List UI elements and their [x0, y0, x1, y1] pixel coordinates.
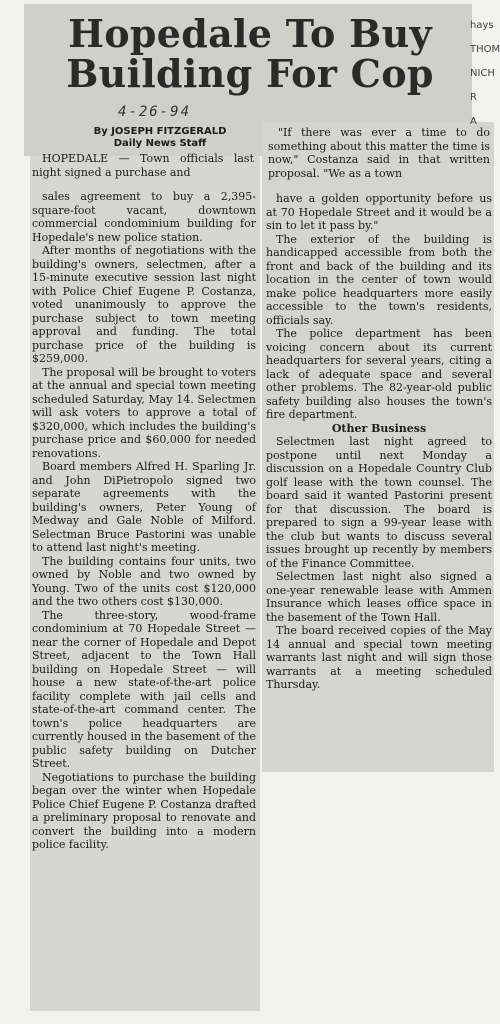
edge-snippet-line: R: [470, 92, 477, 103]
byline-role: Daily News Staff: [113, 138, 207, 149]
edge-snippet-line: hays: [470, 20, 494, 31]
paragraph: The proposal will be brought to voters at the annual and special town meeting scheduled Saturday, May 14. Selectmen will ask voters to approve a total of $320,000, which includes the building's purchase price and $60,000 for needed renovations.: [32, 365, 257, 460]
paragraph: The police department has been voicing concern about its current headquarters for several years, citing a lack of adequate space and several other problems. The 82-year-old public safety building also houses the town's fire department.: [266, 327, 492, 421]
right-top-paragraph: [268, 126, 490, 180]
section-subhead: Other Business: [331, 421, 427, 435]
paragraph: have a golden opportunity before us at 70 Hopedale Street and it would be a sin to let it pass by.": [266, 192, 492, 232]
paragraph: The board received copies of the May 14 annual and special town meeting warrants last night and will sign those warrants at a meeting scheduled Thursday.: [266, 624, 492, 691]
paragraph: Negotiations to purchase the building began over the winter when Hopedale Police Chief Eugene P. Costanza drafted a preliminary proposal to renovate and convert the building into a modern police facility.: [32, 770, 256, 851]
paragraph: sales agreement to buy a 2,395-square-foot vacant, downtown commercial condominium building for Hopedale's new police station.: [32, 190, 256, 244]
paragraph: The exterior of the building is handicapped accessible from both the front and back of the building and its location in the center of town would make police headquarters more easily accessible to the town's residents, officials say.: [266, 232, 492, 327]
edge-snippet-line: THOM: [470, 44, 500, 55]
edge-snippet: [470, 14, 500, 144]
handwritten-date: 4-26-94: [118, 104, 192, 120]
lead-text: HOPEDALE — Town officials last night signed a purchase and: [32, 152, 254, 179]
byline-author: By JOSEPH FITZGERALD: [93, 126, 227, 137]
paragraph: After months of negotiations with the building's owners, selectmen, after a 15-minute executive session last night with Police Chief Eugene P. Costanza, voted unanimously to approve the purchase subject to town meeting approval and funding. The total purchase price of the building is $259,000.: [32, 244, 256, 365]
right-column: [266, 192, 492, 692]
paragraph: Selectmen last night also signed a one-year renewable lease with Ammen Insurance which leases office space in the basement of the Town Hall.: [266, 570, 492, 624]
paragraph: Selectmen last night agreed to postpone until next Monday a discussion on a Hopedale Country Club golf lease with the town counsel. The board said it wanted Pastorini present for that discussion. The board is prepared to sign a 99-year lease with the club but wants to discuss several issues brought up recently by members of the Finance Committee.: [266, 435, 492, 570]
edge-snippet-line: NICH: [470, 68, 495, 79]
paragraph: The building contains four units, two owned by Noble and two owned by Young. Two of the units cost $120,000 and the two others cost $130,000.: [32, 554, 256, 608]
paragraph: Board members Alfred H. Sparling Jr. and John DiPietropolo signed two separate agreements with the building's owners, Peter Young of Medway and Gale Noble of Milford. Selectman Bruce Pastorini was unable to attend last night's meeting.: [32, 460, 256, 554]
edge-snippet-line: A: [470, 116, 477, 127]
paragraph: The three-story, wood-frame condominium at 70 Hopedale Street — near the corner of Hopedale and Depot Street, adjacent to the Town Hall building on Hopedale Street — will house a new state-of-the-art police facility complete with jail cells and state-of-the-art command center. The town's police headquarters are currently housed in the basement of the public safety building on Dutcher Street.: [32, 608, 257, 770]
left-column: [32, 190, 256, 852]
quote-text: "If there was ever a time to do something about this matter the time is now," Costanza said in that written proposal. "We as a town: [268, 126, 490, 180]
byline: [60, 126, 260, 150]
article-headline: Hopedale To Buy Building For Cop: [66, 11, 434, 96]
lead-paragraph: [32, 152, 254, 179]
